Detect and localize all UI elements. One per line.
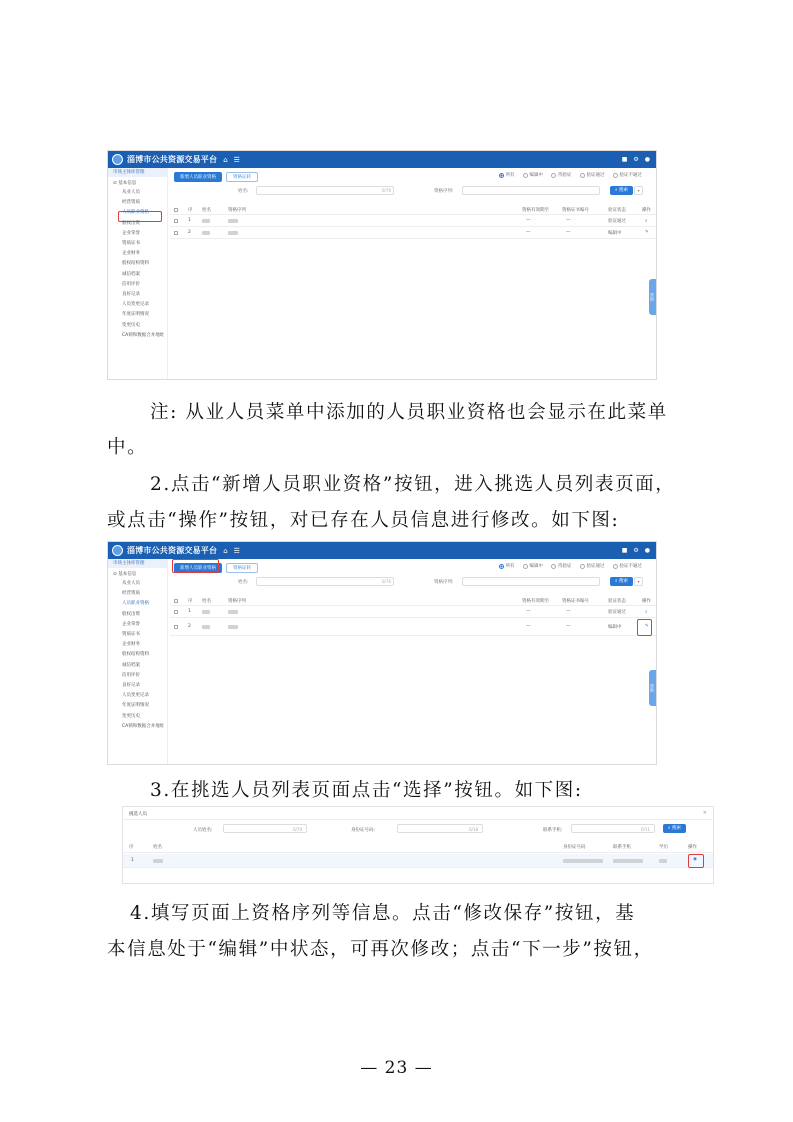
table-row	[170, 618, 656, 636]
row-no: 1	[188, 609, 191, 614]
sidebar-item[interactable]: 股权出资	[122, 220, 140, 226]
edit-icon[interactable]: ✎	[645, 230, 649, 235]
col-no: 序	[188, 599, 193, 604]
name-count: 0/70	[382, 579, 391, 584]
blurred-phone	[613, 859, 643, 863]
sidebar-item[interactable]: 诚信档案	[122, 271, 140, 277]
blurred-seq	[228, 219, 238, 223]
blurred-name	[202, 625, 210, 629]
row-status: 验证通过	[608, 219, 626, 224]
select-all-checkbox[interactable]	[174, 599, 178, 603]
blurred-id	[563, 859, 603, 863]
row-checkbox[interactable]	[174, 219, 178, 223]
row-no: 1	[131, 858, 134, 863]
blurred-name	[202, 231, 210, 235]
name-count: 0/70	[382, 188, 391, 193]
top-bar	[108, 151, 656, 168]
table-row	[170, 215, 656, 227]
step2-line-1: 2.点击“新增人员职业资格”按钮，进入挑选人员列表页面，	[150, 474, 676, 495]
table-row	[123, 854, 713, 868]
sidebar-item[interactable]: 人员变更记录	[122, 302, 149, 308]
row-expiry: —	[526, 624, 531, 629]
id-count: 0/18	[469, 827, 478, 832]
main-content	[170, 559, 656, 764]
sidebar-item[interactable]: 人员变更记录	[122, 693, 149, 699]
table-header	[170, 595, 656, 606]
highlight-select-box	[688, 854, 704, 868]
radio-failed[interactable]: 验证不通过	[613, 172, 643, 178]
row-checkbox[interactable]	[174, 625, 178, 629]
sidebar-item[interactable]: 企业财务	[122, 251, 140, 257]
sidebar-head[interactable]: 市场主体库管理	[108, 559, 167, 568]
step2-line-2: 或点击“操作”按钮，对已存在人员信息进行修改。如下图:	[107, 510, 620, 531]
home-icon[interactable]: ⌂	[223, 155, 228, 164]
user-icon[interactable]: ●	[644, 547, 650, 554]
help-side-tab[interactable]: 帮助	[649, 670, 656, 706]
sidebar-item[interactable]: 诚信档案	[122, 662, 140, 668]
row-no: 2	[188, 230, 191, 235]
sidebar-item[interactable]: 从业人员	[122, 581, 140, 586]
export-button[interactable]: 资格证转	[226, 172, 258, 182]
col-action: 操作	[642, 208, 651, 213]
home-icon[interactable]: ⌂	[223, 546, 228, 555]
col-seq: 资格序列	[228, 208, 246, 213]
row-cert: —	[566, 609, 571, 614]
radio-all[interactable]: 所有	[499, 172, 515, 178]
sidebar-item[interactable]: 经营资质	[122, 200, 140, 206]
phone-label: 联系手机:	[543, 828, 563, 833]
blurred-name	[202, 610, 210, 614]
col-name: 姓名	[153, 845, 162, 850]
sidebar-head[interactable]: 市场主体库管理	[108, 168, 167, 177]
col-seq: 资格序列	[228, 599, 246, 604]
more-icon[interactable]: ▾	[634, 577, 643, 586]
radio-passed[interactable]: 验证通过	[580, 172, 605, 178]
row-status: 编辑中	[608, 625, 622, 630]
sidebar-item[interactable]: 股权结构资料	[122, 261, 149, 267]
dialog-table-header	[123, 841, 713, 853]
row-status: 编辑中	[608, 231, 622, 236]
menu-icon[interactable]: ☰	[233, 546, 240, 555]
highlight-box	[118, 211, 162, 222]
settings-icon[interactable]: ⚙	[633, 156, 639, 163]
sidebar-item[interactable]: 企业荣誉	[122, 230, 140, 236]
blurred-name	[202, 219, 210, 223]
name-label: 姓名:	[238, 189, 249, 194]
sidebar-item[interactable]: 年度证明情况	[122, 703, 149, 709]
radio-pending[interactable]: 待验证	[551, 563, 572, 569]
sidebar-item[interactable]: CA锁和数据合并地址	[122, 332, 165, 338]
note-line-2: 中。	[107, 437, 148, 458]
seq-select[interactable]	[462, 577, 600, 586]
row-no: 1	[188, 218, 191, 223]
radio-pending[interactable]: 待验证	[551, 172, 572, 178]
name-input[interactable]	[256, 577, 394, 586]
sidebar-item[interactable]: 良好记录	[122, 683, 140, 689]
app-title: 淄博市公共资源交易平台	[127, 155, 218, 164]
sidebar	[108, 168, 168, 379]
col-education: 学历	[659, 845, 668, 850]
seq-label: 资格序列:	[434, 189, 454, 194]
fullscreen-icon[interactable]: ■	[621, 156, 628, 163]
step4-line-1: 4.填写页面上资格序列等信息。点击“修改保存”按钮，基	[130, 903, 636, 924]
screenshot-1	[107, 150, 657, 380]
dialog-title: 挑选人员	[129, 812, 147, 817]
row-cert: —	[566, 218, 571, 223]
seq-label: 资格序列:	[434, 580, 454, 585]
radio-passed[interactable]: 验证通过	[580, 563, 605, 569]
sidebar-item[interactable]: CA锁和数据合并地址	[122, 723, 165, 729]
blurred-name	[153, 859, 163, 863]
settings-icon[interactable]: ⚙	[633, 547, 639, 554]
col-status: 验证状态	[608, 208, 626, 213]
step3-text: 3.在挑选人员列表页面点击“选择”按钮。如下图:	[150, 780, 583, 801]
sidebar-item[interactable]: 信用评价	[122, 281, 140, 287]
select-all-checkbox[interactable]	[174, 208, 178, 212]
screenshot-2	[107, 541, 657, 765]
table-header	[170, 204, 656, 215]
sidebar-item[interactable]: 信用评价	[122, 672, 140, 678]
sidebar-item[interactable]: 企业财务	[122, 642, 140, 648]
sidebar-item[interactable]: 年度证明情况	[122, 312, 149, 318]
sidebar-item[interactable]: 经营资质	[122, 591, 140, 597]
col-phone: 联系手机	[613, 845, 631, 850]
platform-logo-icon	[112, 154, 123, 165]
app-title: 淄博市公共资源交易平台	[127, 546, 218, 555]
view-icon[interactable]: ⌕	[645, 219, 648, 224]
row-cert: —	[566, 624, 571, 629]
filter-bar	[170, 576, 656, 588]
sidebar-item[interactable]: 变更历史	[122, 713, 140, 719]
name-label: 姓名:	[238, 580, 249, 585]
sidebar-item-personnel-qualification[interactable]: 人员职业资格	[122, 210, 149, 216]
dialog-search-button[interactable]: ⌕ 搜索	[663, 824, 686, 833]
radio-failed[interactable]: 验证不通过	[613, 563, 643, 569]
search-button[interactable]: ⌕ 搜索	[610, 577, 633, 586]
seq-select[interactable]	[462, 186, 600, 195]
sidebar-item[interactable]: 资质证书	[122, 632, 140, 638]
sidebar-group-basic[interactable]: ⊙ 基本信息	[113, 572, 137, 577]
screenshot-3-select-person-dialog	[122, 806, 714, 884]
row-expiry: —	[526, 218, 531, 223]
blurred-seq	[228, 610, 238, 614]
fullscreen-icon[interactable]: ■	[621, 547, 628, 554]
person-name-label: 人员姓名:	[193, 828, 213, 833]
select-icon[interactable]: ◉	[693, 857, 697, 862]
note-line-1: 注: 从业人员菜单中添加的人员职业资格也会显示在此菜单	[150, 402, 668, 423]
highlight-edit-icon-box	[637, 619, 652, 636]
step4-line-2: 本信息处于“编辑”中状态，可再次修改；点击“下一步”按钮，	[107, 939, 654, 960]
col-name: 姓名	[202, 208, 211, 213]
row-checkbox[interactable]	[174, 231, 178, 235]
row-status: 验证通过	[608, 610, 626, 615]
col-status: 验证状态	[608, 599, 626, 604]
row-expiry: —	[526, 609, 531, 614]
sidebar-item-personnel-qualification[interactable]: 人员职业资格	[122, 601, 149, 607]
col-id: 身份证号码	[563, 845, 586, 850]
platform-logo-icon	[112, 545, 123, 556]
sidebar-item[interactable]: 资质证书	[122, 241, 140, 247]
qualification-table	[170, 595, 656, 636]
col-cert-no: 资格证书编号	[562, 599, 589, 604]
close-icon[interactable]: ×	[702, 810, 707, 816]
status-filter	[499, 172, 643, 178]
name-input[interactable]	[256, 186, 394, 195]
export-button[interactable]: 资格证转	[226, 563, 258, 573]
qualification-table	[170, 204, 656, 239]
col-no: 序	[188, 208, 193, 213]
row-no: 2	[188, 624, 191, 629]
radio-editing[interactable]: 编辑中	[523, 172, 544, 178]
menu-icon[interactable]: ☰	[233, 155, 240, 164]
top-bar	[108, 542, 656, 559]
blurred-education	[659, 859, 667, 863]
sidebar-item[interactable]: 变更历史	[122, 322, 140, 328]
sidebar-item[interactable]: 良好记录	[122, 292, 140, 298]
blurred-seq	[228, 231, 238, 235]
table-row	[170, 606, 656, 618]
col-name: 姓名	[202, 599, 211, 604]
id-label: 身份证号码:	[351, 828, 376, 833]
row-checkbox[interactable]	[174, 610, 178, 614]
phone-count: 0/11	[641, 827, 650, 832]
row-expiry: —	[526, 230, 531, 235]
edit-icon[interactable]: ✎	[645, 624, 649, 629]
add-qualification-button[interactable]: 新增人员职业资格	[174, 563, 222, 573]
sidebar	[108, 559, 168, 764]
person-name-count: 0/70	[293, 827, 302, 832]
blurred-seq	[228, 625, 238, 629]
search-button[interactable]: ⌕ 搜索	[610, 186, 633, 195]
table-row	[170, 227, 656, 239]
row-cert: —	[566, 230, 571, 235]
user-icon[interactable]: ●	[644, 156, 650, 163]
sidebar-item[interactable]: 从业人员	[122, 190, 140, 195]
radio-editing[interactable]: 编辑中	[523, 563, 544, 569]
col-expiry: 资格有效期至	[522, 599, 549, 604]
col-expiry: 资格有效期至	[522, 208, 549, 213]
sidebar-item[interactable]: 股权出资	[122, 611, 140, 617]
view-icon[interactable]: ⌕	[645, 610, 648, 615]
col-action: 操作	[642, 599, 651, 604]
more-icon[interactable]: ▾	[634, 186, 643, 195]
sidebar-item[interactable]: 企业荣誉	[122, 621, 140, 627]
main-content	[170, 168, 656, 379]
col-cert-no: 资格证书编号	[562, 208, 589, 213]
status-filter	[499, 563, 643, 569]
page-number: — 23 —	[360, 1058, 433, 1078]
radio-all[interactable]: 所有	[499, 563, 515, 569]
add-qualification-button[interactable]: 新增人员职业资格	[174, 172, 222, 182]
filter-bar	[170, 185, 656, 197]
sidebar-item[interactable]: 股权结构资料	[122, 652, 149, 658]
help-side-tab[interactable]: 帮助	[649, 279, 656, 315]
highlight-add-button-box	[172, 559, 219, 573]
sidebar-group-basic[interactable]: ⊙ 基本信息	[113, 181, 137, 186]
col-no: 序	[129, 845, 134, 850]
col-action: 操作	[688, 845, 697, 850]
dialog-header	[123, 807, 713, 820]
